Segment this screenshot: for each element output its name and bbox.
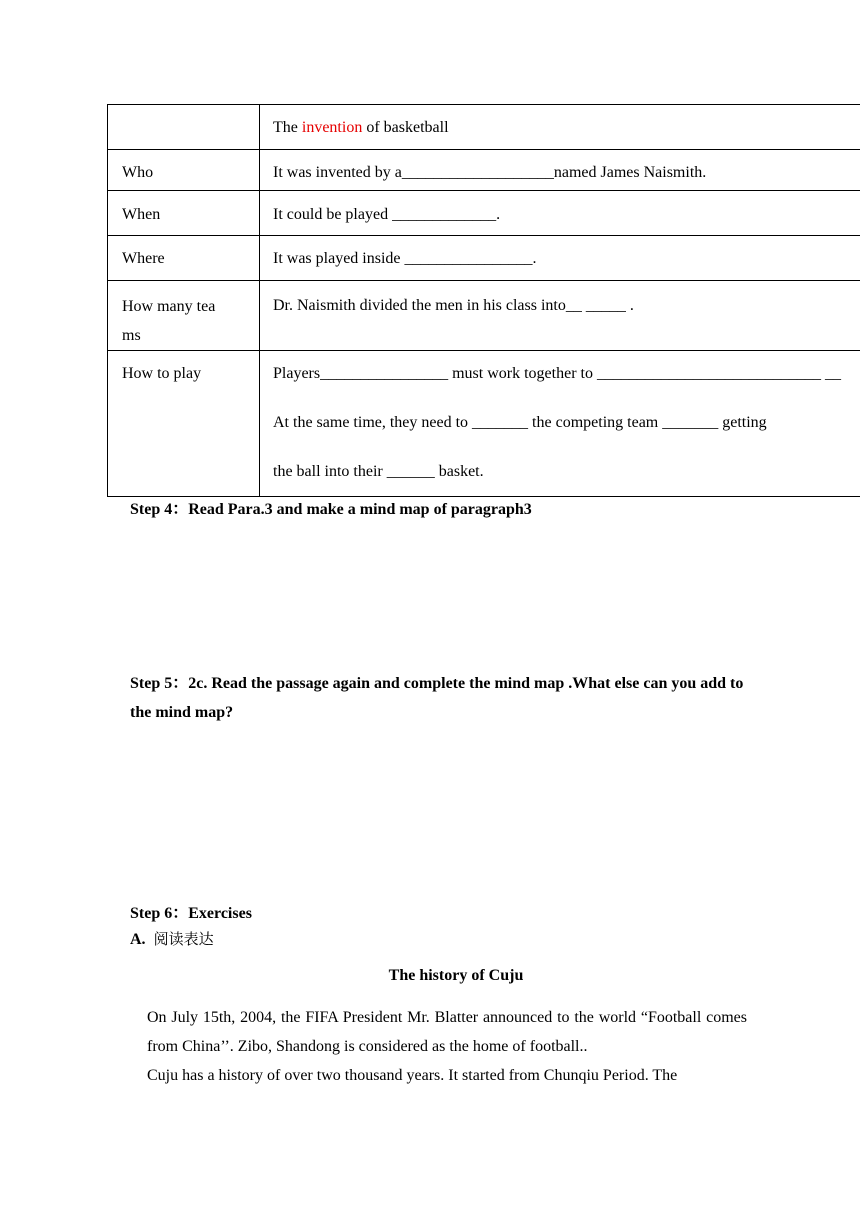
row-text-when: It could be played _____________. [260, 191, 860, 236]
how-to-play-line-1: Players________________ must work together to ____________________________ __ [273, 365, 841, 382]
header-pre: The [273, 119, 302, 136]
header-post: of basketball [362, 119, 449, 136]
how-to-play-line-2: At the same time, they need to _______ the competing team _______ getting [273, 414, 767, 431]
row-text-where: It was played inside ________________. [260, 236, 860, 281]
section-a-heading: A. 阅读表达 [130, 930, 214, 948]
passage-paragraph-1: On July 15th, 2004, the FIFA President Mr. Blatter announced to the world “Football comes from China’’. Zibo, Shandong is considered as the home of football.. [147, 1009, 747, 1055]
header-cell [260, 105, 860, 150]
row-label-how-to-play: How to play [108, 351, 260, 497]
passage-paragraph-2: Cuju has a history of over two thousand years. It started from Chunqiu Period. The [147, 1067, 678, 1084]
step6-heading: Step 6：Exercises [130, 905, 252, 922]
invention-table [107, 104, 860, 497]
header-empty-cell [108, 105, 260, 150]
row-text-how-many-teams: Dr. Naismith divided the men in his class into__ _____ . [260, 281, 860, 351]
step5-heading: Step 5：2c. Read the passage again and complete the mind map .What else can you add to the mind map? [130, 675, 744, 721]
row-label-when: When [108, 191, 260, 236]
step4-heading: Step 4：Read Para.3 and make a mind map of paragraph3 [130, 501, 532, 518]
passage-title: The history of Cuju [388, 967, 524, 984]
how-to-play-line-3: the ball into their ______ basket. [273, 463, 484, 480]
header-highlight: invention [301, 119, 363, 136]
row-label-how-many-teams: How many tea ms [108, 281, 260, 351]
row-text-how-to-play [260, 351, 860, 497]
row-text-who: It was invented by a___________________named James Naismith. [260, 150, 860, 191]
row-label-where: Where [108, 236, 260, 281]
row-label-who: Who [108, 150, 260, 191]
